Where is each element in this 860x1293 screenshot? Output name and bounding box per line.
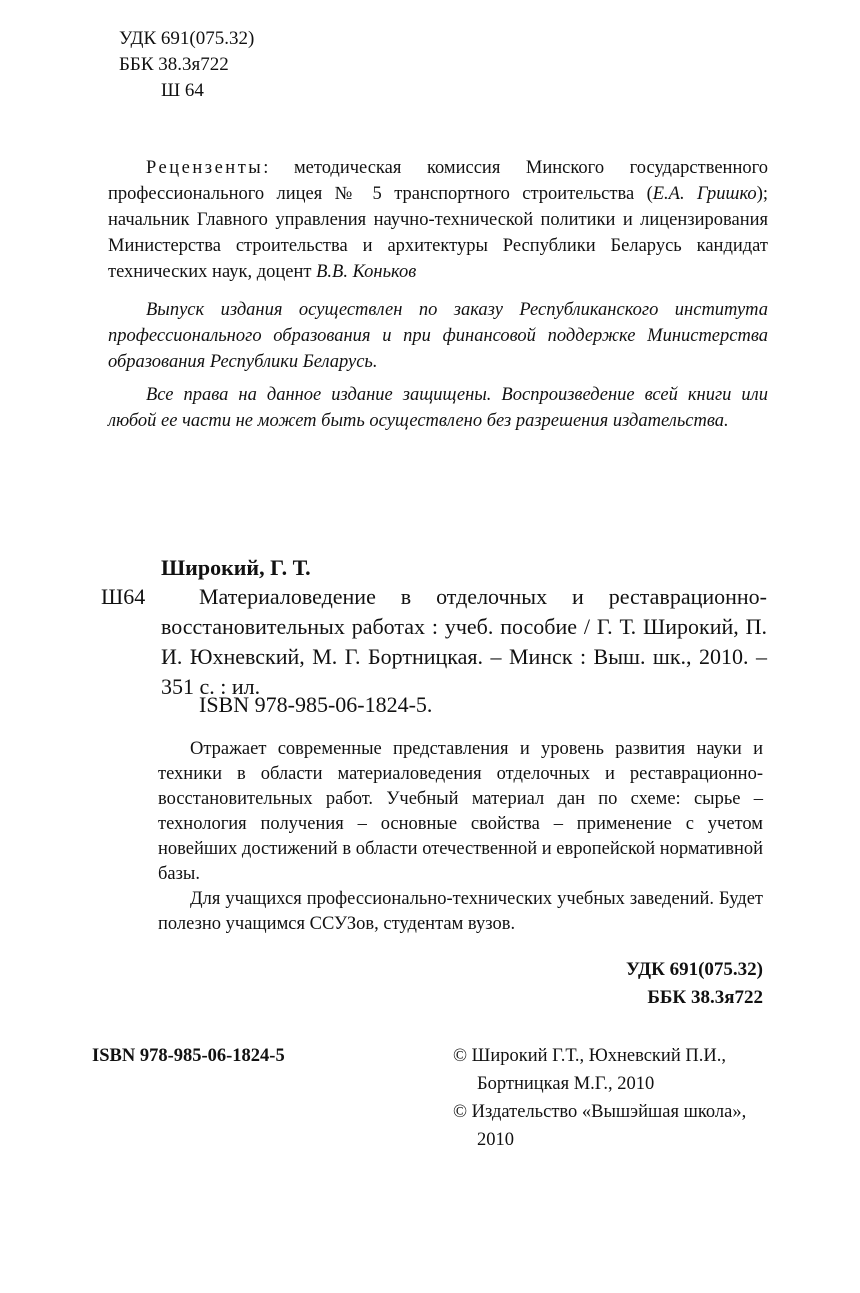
issue-note-text: Выпуск издания осуществлен по заказу Республиканского института профессионального образования и при финансовой поддержке Министерства образования Республики Беларусь. — [108, 300, 768, 372]
issue-note — [108, 297, 768, 375]
rights-note-text: Все права на данное издание защищены. Воспроизведение всей книги или любой ее части не может быть осуществлено без разрешения издательства. — [108, 385, 768, 431]
reviewers-paragraph — [108, 155, 768, 285]
copyright-publisher: © Издательство «Вышэйшая школа», — [453, 1102, 747, 1122]
copyright-block — [453, 1042, 783, 1154]
isbn-bottom: ISBN 978-985-06-1824-5 — [92, 1046, 285, 1066]
bbk-code-bottom: ББК 38.3я722 — [647, 987, 763, 1008]
udk-block-bottom — [500, 956, 763, 1012]
book-author: Широкий, Г. Т. — [161, 555, 311, 580]
udk-block-top — [119, 26, 254, 104]
author-cipher: Ш 64 — [161, 80, 204, 101]
bibliographic-isbn: ISBN 978-985-06-1824-5. — [199, 692, 433, 717]
rights-note — [108, 382, 768, 434]
reviewer-name-2: В.В. Коньков — [316, 262, 417, 282]
copyright-authors-cont: Бортницкая М.Г., 2010 — [477, 1074, 655, 1094]
reviewers-label: Рецензенты — [146, 158, 264, 178]
reviewers-text-1: : методическая комиссия Минского государственного профессионального лицея № 5 транспортного строительства ( — [108, 158, 768, 204]
bbk-code: ББК 38.3я722 — [119, 54, 229, 75]
udk-code: УДК 691(075.32) — [119, 28, 255, 49]
catalog-cipher: Ш64 — [101, 584, 146, 609]
reviewer-name-1: Е.А. Гришко — [652, 184, 757, 204]
annotation-paragraph-2: Для учащихся профессионально-технических учебных заведений. Будет полезно учащимся ССУЗов, студентам вузов. — [158, 889, 763, 934]
bibliographic-description — [161, 582, 767, 702]
copyright-year: 2010 — [477, 1130, 514, 1150]
annotation-paragraph-1: Отражает современные представления и уровень развития науки и техники в области материаловедения отделочных и реставрационно-восстановительных работ. Учебный материал дан по схеме: сырье – технология получения – основные свойства – применение с учетом новейших достижений в области отечественной и европейской нормативной базы. — [158, 739, 763, 884]
udk-code-bottom: УДК 691(075.32) — [625, 959, 763, 980]
reviewers-text-2: ); начальник Главного управления научно-технической политики и лицензирования Министерства строительства и архитектуры Республики Беларусь кандидат технических наук, доцент — [108, 184, 768, 282]
copyright-authors: © Широкий Г.Т., Юхневский П.И., — [453, 1046, 726, 1066]
annotation — [158, 737, 763, 937]
bibliographic-text: Материаловедение в отделочных и реставрационно-восстановительных работах : учеб. пособие / Г. Т. Широкий, П. И. Юхневский, М. Г. Бортницкая. – Минск : Выш. шк., 2010. – 351 с. : ил. — [161, 584, 767, 699]
